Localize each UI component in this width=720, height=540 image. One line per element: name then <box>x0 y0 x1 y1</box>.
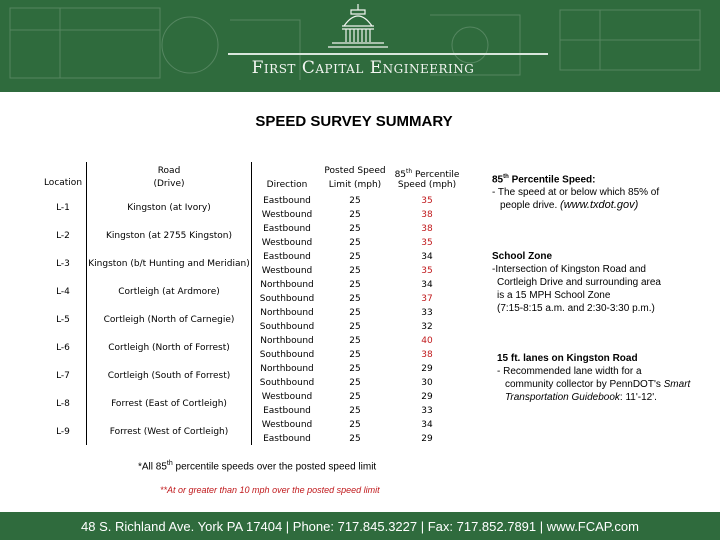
header-road-line2: (Drive) <box>153 179 185 189</box>
posted-speed-cell: 25 <box>349 294 361 304</box>
percentile-heading: 85th Percentile Speed: <box>492 174 596 186</box>
direction-cell: Westbound <box>261 420 313 430</box>
direction-cell: Eastbound <box>263 196 311 206</box>
side-note-school-zone <box>492 250 717 315</box>
location-id: L-6 <box>56 343 70 353</box>
location-id: L-7 <box>56 371 70 381</box>
location-id: L-4 <box>56 287 70 297</box>
footer-contact: 48 S. Richland Ave. York PA 17404 | Phone: 717.845.3227 | Fax: 717.852.7891 | www.FCAP.com <box>0 512 720 540</box>
percentile-speed-cell: 37 <box>421 294 433 304</box>
road-name: Forrest (West of Cortleigh) <box>109 427 229 437</box>
road-name: Cortleigh (North of Forrest) <box>108 343 230 353</box>
speed-survey-table <box>40 162 466 447</box>
percentile-line2: people drive. (www.txdot.gov) <box>500 199 639 212</box>
header-posted-line1: Posted Speed <box>324 166 386 176</box>
posted-speed-cell: 25 <box>349 378 361 388</box>
posted-speed-cell: 25 <box>349 350 361 360</box>
percentile-speed-cell: 35 <box>421 238 433 248</box>
lanes-line2: community collector by PennDOT's Smart <box>505 379 691 390</box>
header-banner <box>0 0 720 92</box>
capitol-dome-icon <box>318 2 398 52</box>
percentile-speed-cell: 40 <box>421 336 433 346</box>
direction-cell: Eastbound <box>263 406 311 416</box>
percentile-speed-cell: 29 <box>421 392 433 402</box>
location-id: L-2 <box>56 231 70 241</box>
direction-cell: Eastbound <box>263 252 311 262</box>
posted-speed-cell: 25 <box>349 420 361 430</box>
side-note-percentile <box>492 171 717 212</box>
header-road-line1: Road <box>157 166 181 176</box>
school-zone-line4: (7:15-8:15 a.m. and 2:30-3:30 p.m.) <box>497 303 655 314</box>
lanes-heading: 15 ft. lanes on Kingston Road <box>497 353 638 364</box>
page-title: SPEED SURVEY SUMMARY <box>255 113 453 130</box>
header-percentile-line1: 85th Percentile <box>394 168 460 180</box>
road-name: Forrest (East of Cortleigh) <box>111 399 227 409</box>
posted-speed-cell: 25 <box>349 210 361 220</box>
posted-speed-cell: 25 <box>349 196 361 206</box>
percentile-speed-cell: 34 <box>421 280 433 290</box>
logo-divider <box>228 53 548 55</box>
footnote-ten-over: **At or greater than 10 mph over the posted speed limit <box>160 485 380 495</box>
percentile-speed-cell: 33 <box>421 308 433 318</box>
header-location: Location <box>43 178 83 188</box>
company-name: First Capital Engineering <box>251 58 475 78</box>
percentile-speed-cell: 29 <box>421 364 433 374</box>
direction-cell: Eastbound <box>263 434 311 444</box>
road-name: Kingston (at Ivory) <box>127 203 211 213</box>
posted-speed-cell: 25 <box>349 280 361 290</box>
percentile-speed-cell: 33 <box>421 406 433 416</box>
direction-cell: Eastbound <box>263 224 311 234</box>
header-direction: Direction <box>266 180 308 190</box>
posted-speed-cell: 25 <box>349 224 361 234</box>
percentile-speed-cell: 34 <box>421 252 433 262</box>
location-id: L-8 <box>56 399 70 409</box>
road-name: Cortleigh (North of Carnegie) <box>103 315 235 325</box>
posted-speed-cell: 25 <box>349 336 361 346</box>
percentile-speed-cell: 38 <box>421 350 433 360</box>
direction-cell: Westbound <box>261 266 313 276</box>
percentile-speed-cell: 38 <box>421 224 433 234</box>
school-zone-line2: Cortleigh Drive and surrounding area <box>497 277 661 288</box>
direction-cell: Westbound <box>261 392 313 402</box>
road-name: Cortleigh (at Ardmore) <box>118 287 220 297</box>
direction-cell: Westbound <box>261 210 313 220</box>
percentile-speed-cell: 38 <box>421 210 433 220</box>
direction-cell: Northbound <box>260 308 314 318</box>
road-name: Kingston (at 2755 Kingston) <box>105 231 233 241</box>
header-posted-line2: Limit (mph) <box>328 180 382 190</box>
location-id: L-9 <box>56 427 70 437</box>
footnote-all-above: *All 85th percentile speeds over the posted speed limit <box>138 460 377 473</box>
direction-cell: Westbound <box>261 238 313 248</box>
school-zone-line1: -Intersection of Kingston Road and <box>492 264 646 275</box>
direction-cell: Southbound <box>259 322 315 332</box>
posted-speed-cell: 25 <box>349 308 361 318</box>
road-name: Cortleigh (South of Forrest) <box>107 371 231 381</box>
side-note-lanes <box>497 352 720 404</box>
posted-speed-cell: 25 <box>349 252 361 262</box>
posted-speed-cell: 25 <box>349 406 361 416</box>
posted-speed-cell: 25 <box>349 392 361 402</box>
lanes-line1: - Recommended lane width for a <box>497 366 642 377</box>
direction-cell: Southbound <box>259 294 315 304</box>
posted-speed-cell: 25 <box>349 434 361 444</box>
posted-speed-cell: 25 <box>349 238 361 248</box>
school-zone-heading: School Zone <box>492 251 552 262</box>
percentile-speed-cell: 32 <box>421 322 433 332</box>
posted-speed-cell: 25 <box>349 364 361 374</box>
direction-cell: Southbound <box>259 350 315 360</box>
percentile-line1: - The speed at or below which 85% of <box>492 187 660 199</box>
posted-speed-cell: 25 <box>349 266 361 276</box>
location-id: L-1 <box>56 203 70 213</box>
posted-speed-cell: 25 <box>349 322 361 332</box>
location-id: L-3 <box>56 259 70 269</box>
header-percentile-line2: Speed (mph) <box>397 180 457 190</box>
percentile-speed-cell: 35 <box>421 196 433 206</box>
percentile-speed-cell: 34 <box>421 420 433 430</box>
lanes-line3: Transportation Guidebook: 11'-12'. <box>505 392 657 403</box>
direction-cell: Northbound <box>260 280 314 290</box>
direction-cell: Northbound <box>260 364 314 374</box>
location-id: L-5 <box>56 315 70 325</box>
direction-cell: Northbound <box>260 336 314 346</box>
percentile-speed-cell: 30 <box>421 378 433 388</box>
road-name: Kingston (b/t Hunting and Meridian) <box>88 259 250 269</box>
percentile-speed-cell: 29 <box>421 434 433 444</box>
percentile-speed-cell: 35 <box>421 266 433 276</box>
school-zone-line3: is a 15 MPH School Zone <box>497 290 611 301</box>
direction-cell: Southbound <box>259 378 315 388</box>
capitol-dome-logo <box>318 2 398 52</box>
